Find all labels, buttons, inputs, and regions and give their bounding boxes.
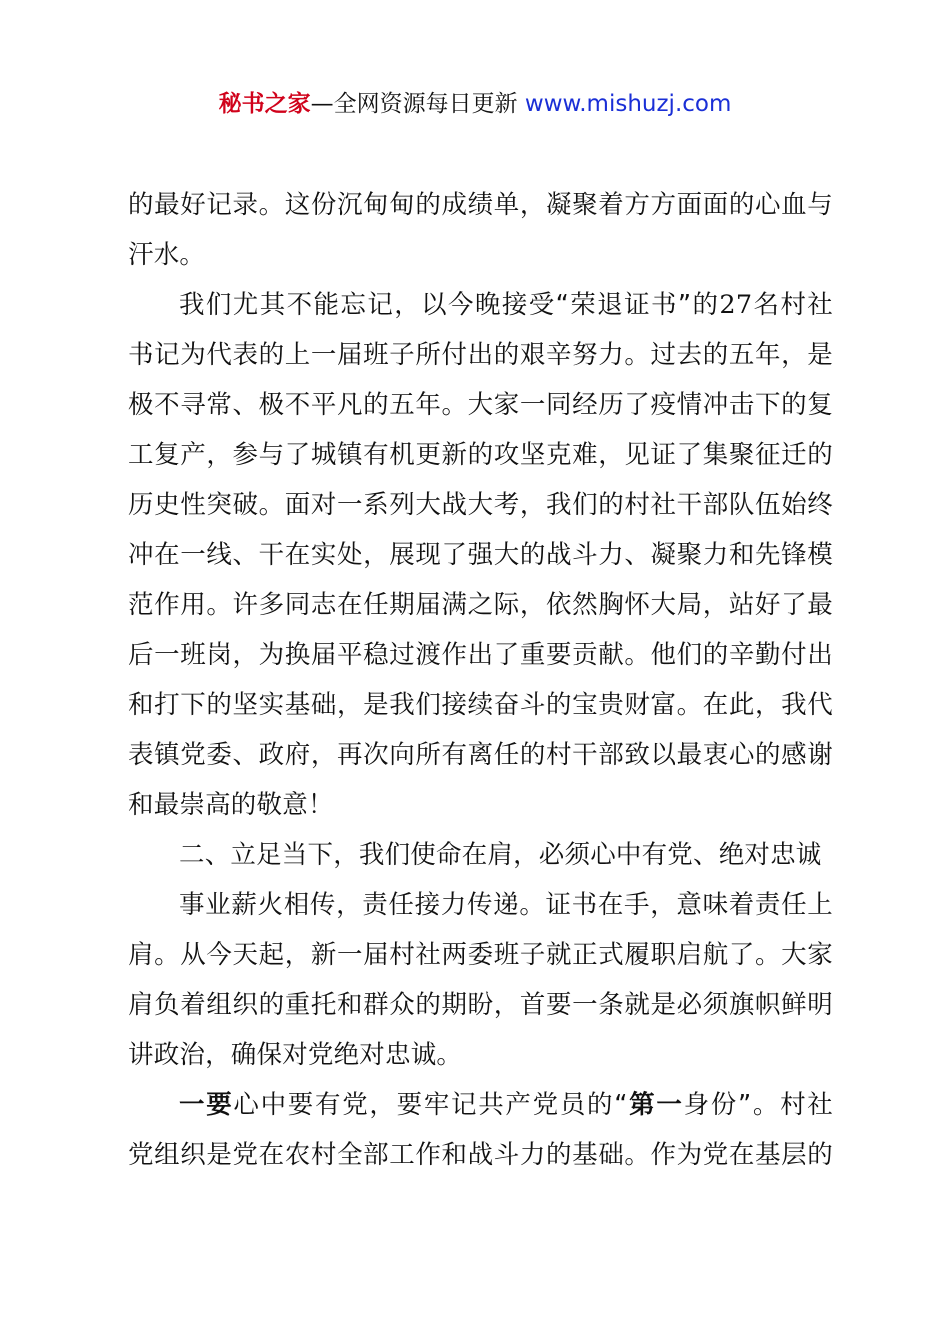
- bold-text: 一要: [179, 1090, 234, 1120]
- text-line: 事业薪火相传，责任接力传递。证书在手，意味着责任上: [179, 890, 833, 920]
- number-27: 27: [719, 290, 753, 320]
- paragraph-2: [128, 280, 833, 830]
- text-line: 范作用。许多同志在任期届满之际，依然胸怀大局，站好了最: [128, 590, 833, 620]
- text-segment: 身份”。村社: [683, 1090, 833, 1120]
- text-line: 党组织是党在农村全部工作和战斗力的基础。作为党在基层的: [128, 1140, 833, 1170]
- document-body: [128, 180, 833, 1180]
- text-line: 讲政治，确保对党绝对忠诚。: [128, 1040, 463, 1070]
- text-segment: 我们尤其不能忘记，以今晚接受“荣退证书”的: [179, 290, 720, 320]
- text-line: 肩。从今天起，新一届村社两委班子就正式履职启航了。大家: [128, 940, 833, 970]
- site-url-link[interactable]: www.mishuzj.com: [524, 91, 732, 117]
- header-slogan: —全网资源每日更新: [310, 91, 525, 117]
- text-line: 肩负着组织的重托和群众的期盼，首要一条就是必须旗帜鲜明: [128, 990, 833, 1020]
- text-line: 工复产，参与了城镇有机更新的攻坚克难，见证了集聚征迁的: [128, 440, 833, 470]
- text-line: 表镇党委、政府，再次向所有离任的村干部致以最衷心的感谢: [128, 740, 833, 770]
- section-heading-2: 二、立足当下，我们使命在肩，必须心中有党、绝对忠诚: [179, 840, 822, 870]
- text-line: 极不寻常、极不平凡的五年。大家一同经历了疫情冲击下的复: [128, 390, 833, 420]
- paragraph-1: [128, 180, 833, 280]
- text-line: 书记为代表的上一届班子所付出的艰辛努力。过去的五年，是: [128, 340, 833, 370]
- text-segment: 名村社: [752, 290, 833, 320]
- paragraph-4: [128, 1080, 833, 1180]
- text-line: 和打下的坚实基础，是我们接续奋斗的宝贵财富。在此，我代: [128, 690, 833, 720]
- text-line: 的最好记录。这份沉甸甸的成绩单，凝聚着方方面面的心血与: [128, 190, 833, 220]
- bold-text: 第一: [627, 1090, 684, 1120]
- brand-name: 秘书之家: [218, 91, 311, 117]
- text-line: [128, 280, 833, 330]
- text-line: 汗水。: [128, 240, 206, 270]
- text-line: [128, 1080, 833, 1130]
- text-line: 冲在一线、干在实处，展现了强大的战斗力、凝聚力和先锋模: [128, 540, 833, 570]
- text-line: 后一班岗，为换届平稳过渡作出了重要贡献。他们的辛勤付出: [128, 640, 833, 670]
- text-segment: 心中要有党，要牢记共产党员的“: [233, 1090, 628, 1120]
- paragraph-3: [128, 880, 833, 1080]
- site-header: [0, 88, 950, 120]
- text-line: 和最崇高的敬意！: [128, 790, 334, 820]
- text-line: 历史性突破。面对一系列大战大考，我们的村社干部队伍始终: [128, 490, 833, 520]
